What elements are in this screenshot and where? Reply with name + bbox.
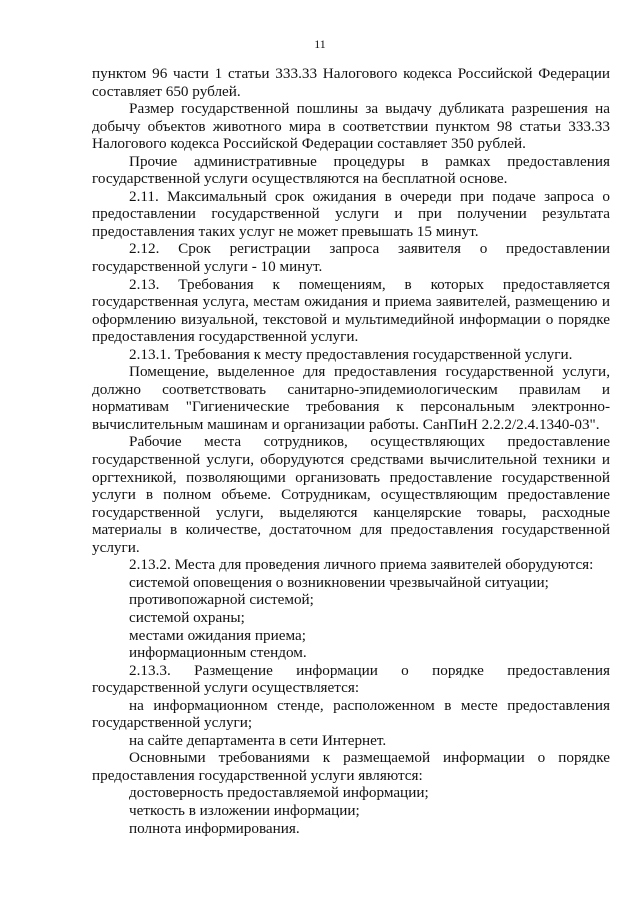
text-line: Помещение, выделенное для предоставления государственной услуги, [129,363,610,381]
text-line: государственной услуги - 10 минут. [92,258,323,276]
text-line: государственная услуга, местам ожидания и приема заявителей, размещению и [92,293,610,311]
text-line: системой оповещения о возникновении чрезвычайной ситуации; [129,573,549,591]
text-line: материалы в количестве, достаточном для предоставления государственной [92,521,610,539]
text-line: Размер государственной пошлины за выдачу дубликата разрешения на [129,100,610,118]
text-line: Основными требованиями к размещаемой информации о порядке [129,749,610,767]
text-line: Налогового кодекса Российской Федерации составляет 350 рублей. [92,135,526,153]
text-line: на информационном стенде, расположенном в месте предоставления [129,696,610,714]
text-line: на сайте департамента в сети Интернет. [129,731,387,749]
text-line: предоставлении государственной услуги и при получении результата [92,205,610,223]
document-body [92,65,610,837]
text-line: 2.11. Максимальный срок ожидания в очереди при подаче запроса о [129,187,610,205]
text-line: Прочие административные процедуры в рамках предоставления [129,152,610,170]
text-line: 2.13. Требования к помещениям, в которых предоставляется [129,275,610,293]
text-line: четкость в изложении информации; [129,801,360,819]
text-line: государственной услуги осуществляется: [92,679,360,697]
text-line: вычислительным машинам и организации работы. СанПиН 2.2.2/2.4.1340-03". [92,415,600,433]
text-line: пунктом 96 части 1 статьи 333.33 Налогового кодекса Российской Федерации [92,65,610,82]
text-line: оформлению визуальной, текстовой и мультимедийной информации о порядке [92,310,610,328]
text-line: государственной услуги осуществляются на бесплатной основе. [92,170,508,188]
text-line: государственной услуги; [92,714,253,732]
text-line: добычу объектов животного мира в соответствии пунктом 98 статьи 333.33 [92,117,610,135]
text-line: предоставления государственной услуги. [92,328,359,346]
text-line: 2.13.1. Требования к месту предоставления государственной услуги. [129,345,573,363]
text-line: предоставления государственной услуги являются: [92,766,423,784]
text-line: достоверность предоставляемой информации; [129,784,429,802]
text-line: оргтехникой, позволяющими организовать предоставление государственной [92,468,610,486]
text-line: информационным стендом. [129,644,307,662]
text-line: полнота информирования. [129,819,300,837]
text-line: государственной услуги, выделяются канцелярские товары, расходные [92,503,610,521]
text-line: Рабочие места сотрудников, осуществляющих предоставление [129,433,610,451]
text-line: 2.13.2. Места для проведения личного приема заявителей оборудуются: [129,556,594,574]
text-line: предоставления таких услуг не может превышать 15 минут. [92,222,479,240]
page-number: 11 [314,37,326,51]
text-line: государственной услуги, оборудуются средствами вычислительной техники и [92,451,610,469]
text-line: противопожарной системой; [129,591,314,609]
text-line: системой охраны; [129,608,245,626]
text-line: услуги в полном объеме. Сотрудникам, осуществляющим предоставление [92,486,610,504]
text-line: нормативам "Гигиенические требования к персональным электронно- [92,398,610,416]
text-line: составляет 650 рублей. [92,82,241,100]
text-line: 2.12. Срок регистрации запроса заявителя о предоставлении [129,240,610,258]
text-line: должно соответствовать санитарно-эпидемиологическим правилам и [92,380,610,398]
text-line: 2.13.3. Размещение информации о порядке предоставления [129,661,610,679]
text-line: услуги. [92,538,140,556]
text-line: местами ожидания приема; [129,626,306,644]
